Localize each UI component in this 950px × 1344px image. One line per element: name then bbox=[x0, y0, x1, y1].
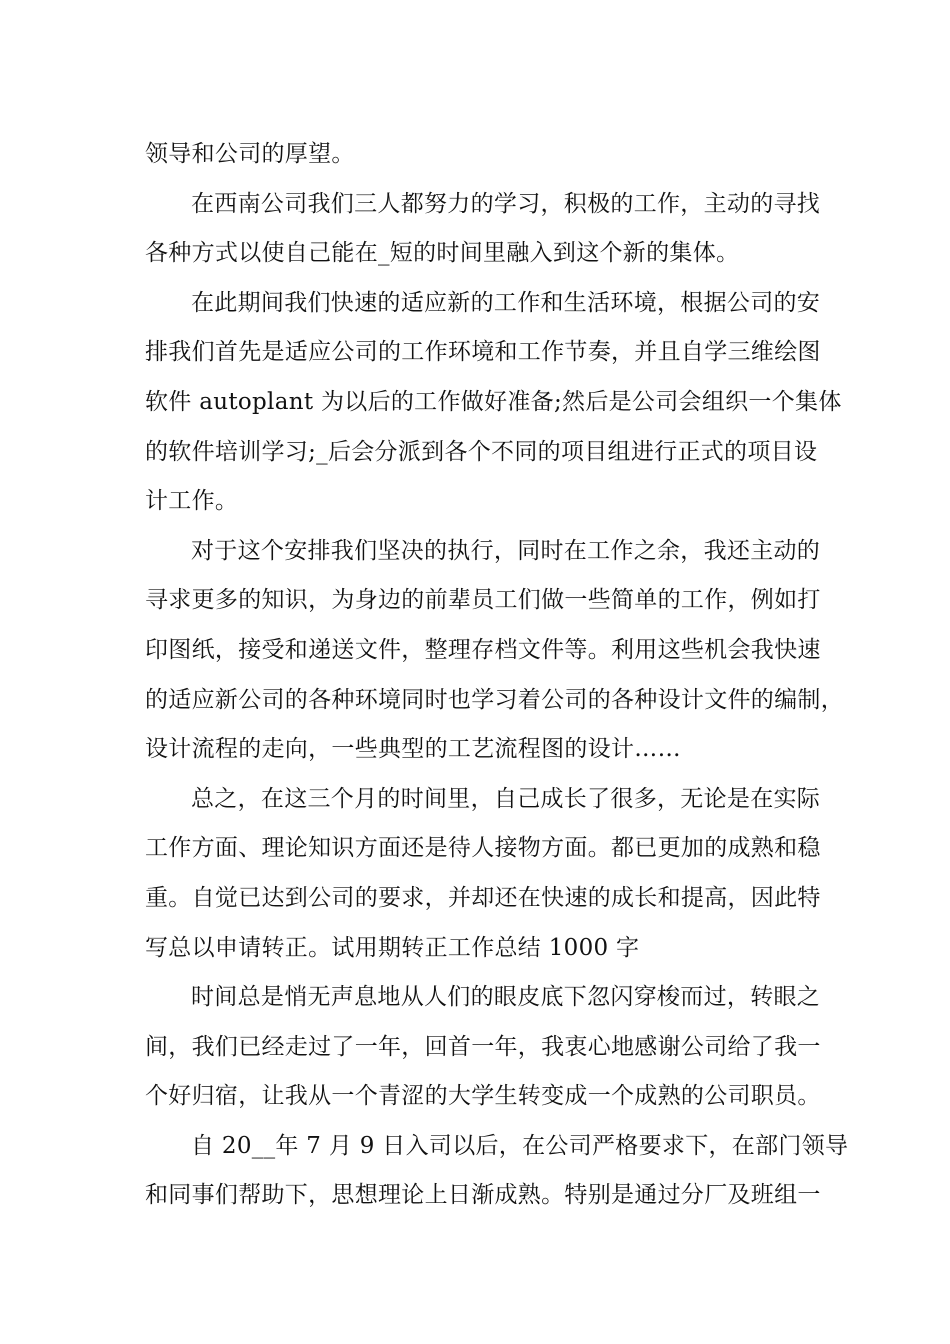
text-line: 设计流程的走向，一些典型的工艺流程图的设计…… bbox=[145, 736, 681, 763]
text-line: 的软件培训学习;_后会分派到各个不同的项目组进行正式的项目设 bbox=[145, 438, 818, 465]
text-line: 工作方面、理论知识方面还是待人接物方面。都已更加的成熟和稳 bbox=[145, 835, 821, 862]
text-line: 印图纸，接受和递送文件，整理存档文件等。利用这些机会我快速 bbox=[145, 636, 821, 663]
paragraph-start-line: 时间总是悄无声息地从人们的眼皮底下忽闪穿梭而过，转眼之 bbox=[191, 984, 821, 1011]
text-line: 各种方式以使自己能在_短的时间里融入到这个新的集体。 bbox=[145, 240, 740, 267]
paragraph-start-line: 自 20__年 7 月 9 日入司以后，在公司严格要求下，在部门领导 bbox=[191, 1132, 849, 1159]
document-body bbox=[145, 130, 849, 1221]
text-line: 写总以申请转正。试用期转正工作总结 1000 字 bbox=[145, 934, 640, 961]
text-line: 排我们首先是适应公司的工作环境和工作节奏，并且自学三维绘图 bbox=[145, 339, 821, 366]
text-line: 个好归宿，让我从一个青涩的大学生转变成一个成熟的公司职员。 bbox=[145, 1083, 821, 1110]
text-line: 软件 autoplant 为以后的工作做好准备;然后是公司会组织一个集体 bbox=[145, 388, 842, 415]
text-line: 重。自觉已达到公司的要求，并却还在快速的成长和提高，因此特 bbox=[145, 884, 821, 911]
text-line: 的适应新公司的各种环境同时也学习着公司的各种设计文件的编制， bbox=[145, 686, 844, 713]
paragraph-start-line: 在西南公司我们三人都努力的学习，积极的工作，主动的寻找 bbox=[191, 190, 821, 217]
text-line: 寻求更多的知识，为身边的前辈员工们做一些简单的工作，例如打 bbox=[145, 587, 821, 614]
paragraph-start-line: 总之，在这三个月的时间里，自己成长了很多，无论是在实际 bbox=[191, 785, 821, 812]
text-line: 间，我们已经走过了一年，回首一年，我衷心地感谢公司给了我一 bbox=[145, 1033, 821, 1060]
text-line: 和同事们帮助下，思想理论上日渐成熟。特别是通过分厂及班组一 bbox=[145, 1182, 821, 1209]
text-line: 计工作。 bbox=[145, 488, 239, 515]
paragraph-start-line: 对于这个安排我们坚决的执行，同时在工作之余，我还主动的 bbox=[191, 537, 821, 564]
paragraph-start-line: 在此期间我们快速的适应新的工作和生活环境，根据公司的安 bbox=[191, 289, 821, 316]
text-line: 领导和公司的厚望。 bbox=[145, 141, 355, 167]
